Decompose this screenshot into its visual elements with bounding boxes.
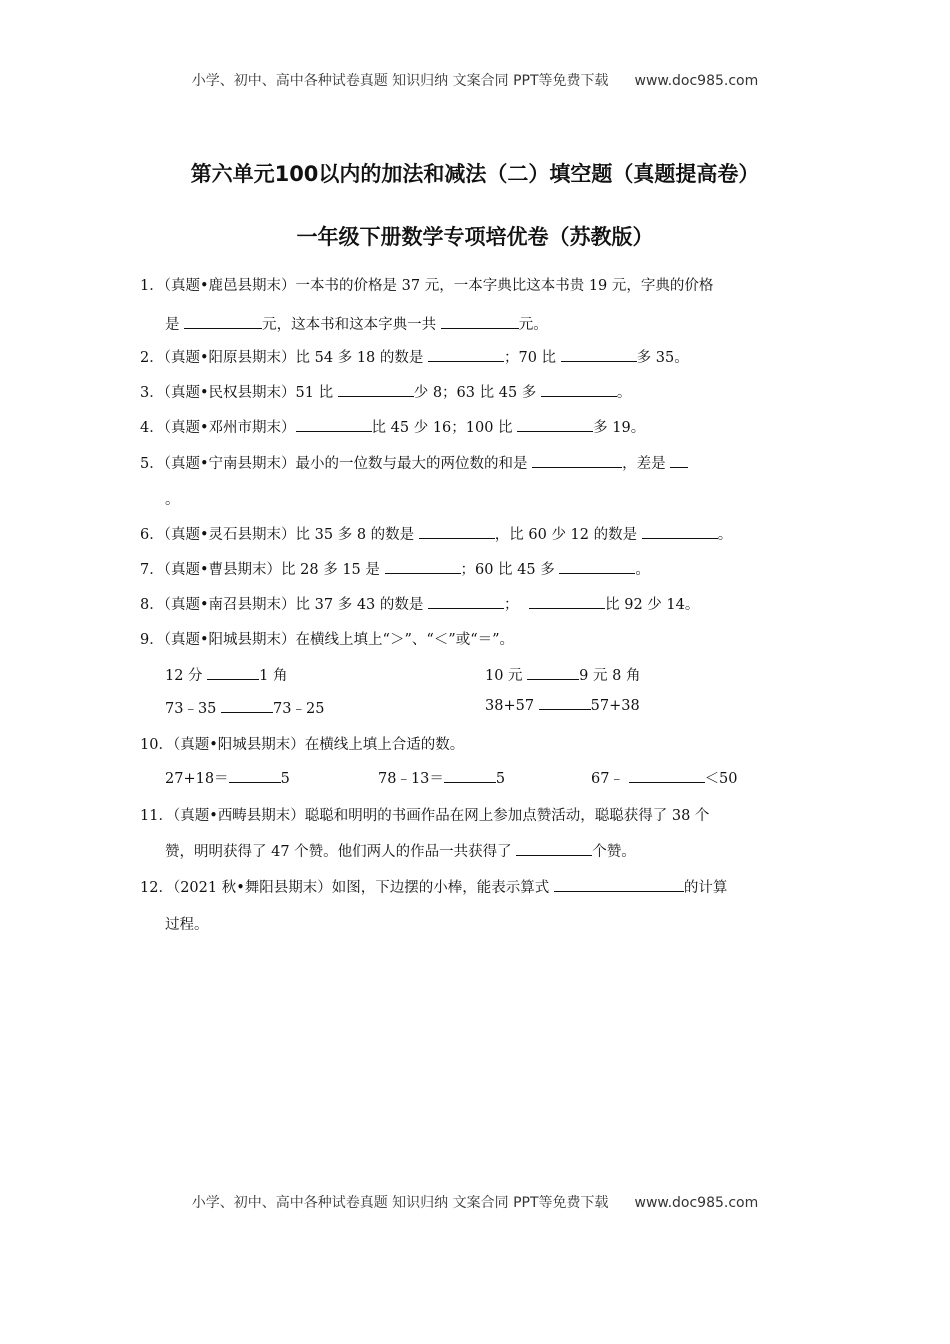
- question-11-line-2: 赞，明明获得了 47 个赞。他们两人的作品一共获得了 个赞。: [165, 844, 636, 860]
- answer-blank[interactable]: [184, 316, 262, 329]
- question-10: 10．（真题•阳城县期末）在横线上填上合适的数。: [140, 737, 465, 753]
- question-10-item-1: 27+18＝ 5: [165, 771, 290, 787]
- page-footer: [0, 1192, 950, 1212]
- question-10-item-2: 78﹣13＝ 5: [378, 771, 506, 787]
- question-5-line-2: 。: [165, 492, 180, 508]
- page-title: 第六单元100以内的加法和减法（二）填空题（真题提高卷）: [190, 162, 760, 186]
- answer-blank[interactable]: [559, 561, 635, 574]
- answer-blank[interactable]: [642, 526, 718, 539]
- question-5-line-1: 5．（真题•宁南县期末）最小的一位数与最大的两位数的和是 ，差是: [140, 452, 808, 473]
- answer-blank[interactable]: [517, 419, 593, 432]
- answer-blank[interactable]: [527, 667, 579, 680]
- answer-blank[interactable]: [539, 697, 591, 710]
- answer-blank[interactable]: [629, 770, 705, 783]
- question-10-item-3: 67﹣ ＜50: [591, 771, 738, 787]
- answer-blank[interactable]: [229, 770, 281, 783]
- page-header-top: [0, 70, 950, 90]
- question-8: 8．（真题•南召县期末）比 37 多 43 的数是 ； 比 92 少 14。: [140, 597, 700, 613]
- answer-blank[interactable]: [444, 770, 496, 783]
- answer-blank[interactable]: [338, 384, 414, 397]
- answer-blank[interactable]: [554, 879, 684, 892]
- answer-blank[interactable]: [529, 596, 605, 609]
- answer-blank[interactable]: [541, 384, 617, 397]
- footer-tagline: 小学、初中、高中各种试卷真题 知识归纳 文案合同 PPT等免费下载: [191, 1195, 609, 1211]
- header-site: www.doc985.com: [634, 73, 759, 89]
- answer-blank[interactable]: [532, 455, 622, 468]
- question-9-item-3: 73﹣35 73﹣25: [165, 701, 325, 717]
- question-9-item-2: 10 元 9 元 8 角: [485, 668, 641, 684]
- question-12-line-2: 过程。: [165, 917, 209, 933]
- footer-site: www.doc985.com: [634, 1195, 759, 1211]
- question-1-line-1: 1．（真题•鹿邑县期末）一本书的价格是 37 元，一本字典比这本书贵 19 元，字典的价格: [140, 278, 714, 294]
- question-12-line-1: 12．（2021 秋•舞阳县期末）如图，下边摆的小棒，能表示算式 的计算: [140, 880, 728, 896]
- answer-blank[interactable]: [428, 596, 504, 609]
- answer-blank[interactable]: [207, 667, 259, 680]
- question-9: 9．（真题•阳城县期末）在横线上填上“＞”、“＜”或“＝”。: [140, 632, 515, 648]
- question-9-item-4: 38+57 57+38: [485, 698, 640, 714]
- answer-blank[interactable]: [221, 700, 273, 713]
- answer-blank[interactable]: [441, 316, 519, 329]
- answer-blank[interactable]: [561, 349, 637, 362]
- question-6: 6．（真题•灵石县期末）比 35 多 8 的数是 ，比 60 少 12 的数是 。: [140, 527, 733, 543]
- answer-blank[interactable]: [296, 419, 372, 432]
- question-4: 4．（真题•邓州市期末） 比 45 少 16；100 比 多 19。: [140, 420, 646, 436]
- answer-blank[interactable]: [516, 843, 592, 856]
- answer-blank[interactable]: [385, 561, 461, 574]
- question-9-item-1: 12 分 1 角: [165, 668, 288, 684]
- answer-blank[interactable]: [428, 349, 504, 362]
- question-11-line-1: 11．（真题•西畴县期末）聪聪和明明的书画作品在网上参加点赞活动，聪聪获得了 38 个: [140, 808, 710, 824]
- answer-blank[interactable]: [670, 455, 688, 468]
- question-1-line-2: 是 元，这本书和这本字典一共 元。: [165, 317, 548, 333]
- question-2: 2．（真题•阳原县期末）比 54 多 18 的数是 ；70 比 多 35。: [140, 350, 689, 366]
- question-3: 3．（真题•民权县期末）51 比 少 8；63 比 45 多 。: [140, 385, 632, 401]
- answer-blank[interactable]: [419, 526, 495, 539]
- header-tagline: 小学、初中、高中各种试卷真题 知识归纳 文案合同 PPT等免费下载: [191, 73, 609, 89]
- question-7: 7．（真题•曹县期末）比 28 多 15 是 ；60 比 45 多 。: [140, 562, 650, 578]
- page-subtitle: 一年级下册数学专项培优卷（苏教版）: [296, 225, 654, 249]
